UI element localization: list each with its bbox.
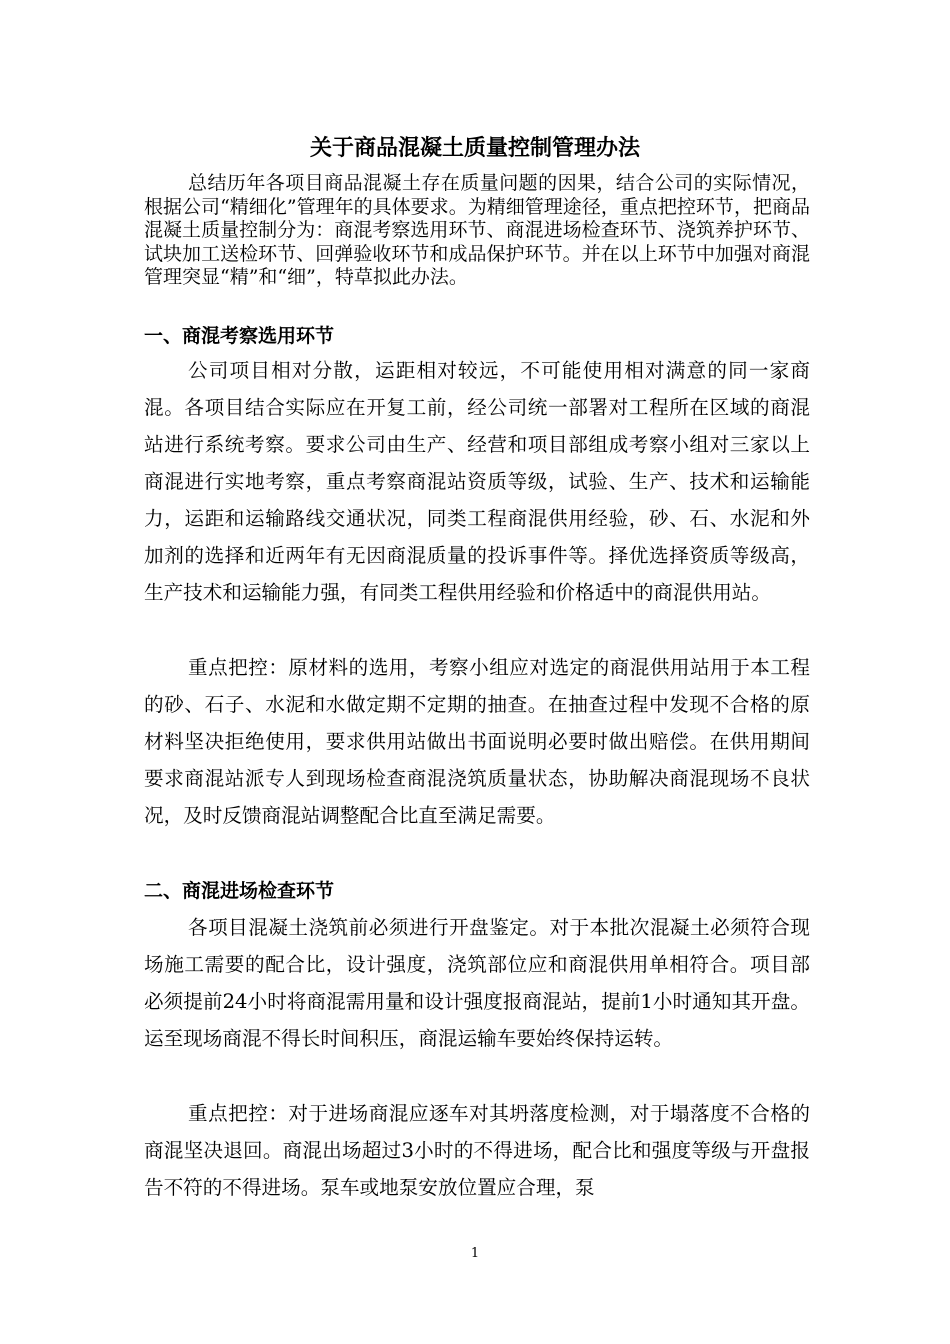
section-heading-1: 一、商混考察选用环节 [144, 325, 335, 347]
section-heading-2: 二、商混进场检查环节 [144, 880, 335, 902]
section2-paragraph-1: 各项目混凝土浇筑前必须进行开盘鉴定。对于本批次混凝土必须符合现场施工需要的配合比，设计强度，浇筑部位应和商混供用单相符合。项目部必须提前24小时将商混需用量和设计强度报商混站，提前1小时通知其开盘。运至现场商混不得长时间积压，商混运输车要始终保持运转。 [144, 916, 810, 1050]
intro-paragraph: 总结历年各项目商品混凝土存在质量问题的因果，结合公司的实际情况，根据公司“精细化”管理年的具体要求。为精细管理途径，重点把控环节，把商品混凝土质量控制分为：商混考察选用环节、商混进场检查环节、浇筑养护环节、试块加工送检环节、回弹验收环节和成品保护环节。并在以上环节中加强对商混管理突显“精”和“细”，特草拟此办法。 [144, 172, 810, 288]
section2-paragraph-2: 重点把控：对于进场商混应逐车对其坍落度检测，对于塌落度不合格的商混坚决退回。商混出场超过3小时的不得进场，配合比和强度等级与开盘报告不符的不得进场。泵车或地泵安放位置应合理，泵 [144, 1102, 810, 1199]
section1-paragraph-2: 重点把控：原材料的选用，考察小组应对选定的商混供用站用于本工程的砂、石子、水泥和水做定期不定期的抽查。在抽查过程中发现不合格的原材料坚决拒绝使用，要求供用站做出书面说明必要时做出赔偿。在供用期间要求商混站派专人到现场检查商混浇筑质量状态，协助解决商混现场不良状况，及时反馈商混站调整配合比直至满足需要。 [144, 656, 810, 827]
document-title: 关于商品混凝土质量控制管理办法 [309, 136, 640, 161]
page-number: 1 [470, 1246, 480, 1261]
section1-paragraph-1: 公司项目相对分散，运距相对较远，不可能使用相对满意的同一家商混。各项目结合实际应在开复工前，经公司统一部署对工程所在区域的商混站进行系统考察。要求公司由生产、经营和项目部组成考察小组对三家以上商混进行实地考察，重点考察商混站资质等级，试验、生产、技术和运输能力，运距和运输路线交通状况，同类工程商混供用经验，砂、石、水泥和外加剂的选择和近两年有无因商混质量的投诉事件等。择优选择资质等级高，生产技术和运输能力强，有同类工程供用经验和价格适中的商混供用站。 [144, 359, 810, 604]
